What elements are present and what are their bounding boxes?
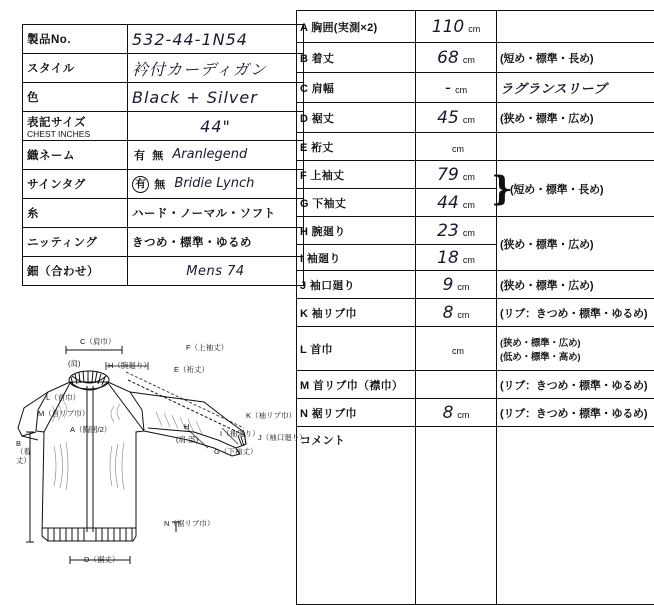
sketch-label-i: I（袖廻り） bbox=[220, 428, 260, 439]
handwritten-value: 衿付カーディガン bbox=[132, 60, 267, 79]
sketch-label-e: E（裄丈） bbox=[174, 364, 209, 375]
measure-note-fg bbox=[497, 161, 654, 217]
measure-number: 110 bbox=[432, 17, 464, 37]
measure-name: 裾丈 bbox=[312, 113, 335, 125]
measure-value-e[interactable] bbox=[416, 133, 497, 161]
measure-note-m: (リブ：きつめ・標準・ゆるめ) bbox=[497, 371, 654, 399]
table-row bbox=[23, 112, 304, 141]
row-value bbox=[128, 257, 304, 286]
yes-option-selected[interactable]: 有 bbox=[132, 176, 149, 193]
measure-unit: cm bbox=[455, 85, 467, 95]
yes-option[interactable]: 有 bbox=[132, 147, 147, 163]
row-label-sub: CHEST INCHES bbox=[27, 130, 123, 139]
row-label: 糸 bbox=[23, 199, 128, 228]
measure-note-a bbox=[497, 11, 654, 43]
table-row bbox=[23, 257, 304, 286]
measure-key: F bbox=[300, 170, 307, 182]
handwritten-note: Aranlegend bbox=[172, 147, 247, 162]
garment-drawing-svg bbox=[8, 336, 293, 586]
sketch-label-a: A（胸囲/2） bbox=[70, 424, 111, 435]
row-label: スタイル bbox=[23, 54, 128, 83]
measure-key: D bbox=[300, 113, 308, 125]
measure-value-c[interactable] bbox=[416, 73, 497, 103]
measure-name: 裄丈 bbox=[311, 142, 334, 154]
measure-key: B bbox=[300, 53, 308, 65]
table-row bbox=[297, 43, 654, 73]
measure-value-i[interactable] bbox=[416, 245, 497, 271]
measure-name: 袖リブ巾 bbox=[312, 308, 357, 320]
measure-label-a bbox=[297, 11, 416, 43]
sketch-label-c: C（肩巾） bbox=[80, 336, 115, 347]
measure-unit: cm bbox=[457, 282, 469, 292]
row-value bbox=[128, 25, 304, 54]
measure-name: 袖廻り bbox=[307, 253, 341, 265]
row-label: 色 bbox=[23, 83, 128, 112]
measure-note-n: (リブ：きつめ・標準・ゆるめ) bbox=[497, 399, 654, 427]
measure-name: 腕廻り bbox=[312, 226, 346, 238]
measure-name: 首巾 bbox=[310, 344, 333, 356]
row-label: 鈿（合わせ） bbox=[23, 257, 128, 286]
measure-value-l[interactable] bbox=[416, 327, 497, 371]
measure-label-g bbox=[297, 189, 416, 217]
table-row bbox=[297, 371, 654, 399]
sketch-label-n: N（裾リブ巾） bbox=[164, 518, 214, 529]
measure-number: 8 bbox=[443, 403, 454, 423]
measure-name: 下袖丈 bbox=[312, 198, 346, 210]
table-row bbox=[297, 299, 654, 327]
measure-value-j[interactable] bbox=[416, 271, 497, 299]
measure-number: 8 bbox=[443, 303, 454, 323]
measure-value-a[interactable] bbox=[416, 11, 497, 43]
table-row bbox=[297, 217, 654, 245]
measure-unit: cm bbox=[452, 346, 464, 356]
table-row bbox=[23, 199, 304, 228]
sketch-label-shoulder-part: (肩.部) bbox=[176, 434, 198, 445]
measure-label-c bbox=[297, 73, 416, 103]
measure-note-l bbox=[497, 327, 654, 371]
handwritten-value: Black + Silver bbox=[132, 88, 258, 107]
measure-value-k[interactable] bbox=[416, 299, 497, 327]
measure-label-i bbox=[297, 245, 416, 271]
note-line-2: (低め・標準・高め) bbox=[500, 349, 652, 363]
table-row bbox=[297, 399, 654, 427]
table-row bbox=[297, 11, 654, 43]
sketch-label-l: L（首巾） bbox=[46, 392, 80, 403]
table-row bbox=[23, 25, 304, 54]
table-row bbox=[297, 327, 654, 371]
sketch-label-d: D（裾丈） bbox=[84, 554, 119, 565]
measurement-table bbox=[296, 10, 654, 605]
measure-key: J bbox=[300, 280, 306, 292]
table-row bbox=[297, 271, 654, 299]
row-label: サインタグ bbox=[23, 170, 128, 199]
table-row bbox=[297, 161, 654, 189]
measure-name: 胸囲(実測×2) bbox=[311, 22, 377, 34]
measure-value-m[interactable] bbox=[416, 371, 497, 399]
measure-note-j: (狭め・標準・広め) bbox=[497, 271, 654, 299]
sketch-label-b: B（着丈） bbox=[16, 440, 32, 465]
row-value bbox=[128, 112, 304, 141]
no-option[interactable]: 無 bbox=[152, 176, 167, 192]
table-row bbox=[23, 141, 304, 170]
row-options[interactable]: きつめ・標準・ゆるめ bbox=[128, 228, 304, 257]
table-row bbox=[297, 133, 654, 161]
measure-unit: cm bbox=[452, 144, 464, 154]
measure-key: H bbox=[300, 226, 308, 238]
measure-note-hi: (狭め・標準・広め) bbox=[497, 217, 654, 271]
measure-unit: cm bbox=[457, 410, 469, 420]
handwritten-value: Mens 74 bbox=[186, 264, 244, 279]
table-row bbox=[23, 83, 304, 112]
measure-label-b bbox=[297, 43, 416, 73]
measure-value-f[interactable] bbox=[416, 161, 497, 189]
measure-number: 9 bbox=[443, 275, 454, 295]
sketch-label-m: M（首リブ巾） bbox=[38, 408, 89, 419]
measure-number: 79 bbox=[437, 165, 459, 185]
row-label: 織ネーム bbox=[23, 141, 128, 170]
measure-name: 首リブ巾（襟巾） bbox=[313, 380, 403, 392]
table-row bbox=[297, 73, 654, 103]
measure-number: 23 bbox=[437, 221, 459, 241]
comment-label: コメント bbox=[297, 427, 416, 605]
measure-number: 68 bbox=[437, 48, 459, 68]
sketch-label-f: F（上袖丈） bbox=[186, 342, 228, 353]
measure-unit: cm bbox=[457, 310, 469, 320]
table-row bbox=[23, 170, 304, 199]
measure-number: 45 bbox=[437, 108, 459, 128]
measure-number: 18 bbox=[437, 248, 459, 268]
measure-key: A bbox=[300, 22, 308, 34]
row-label bbox=[23, 112, 128, 141]
measure-label-e bbox=[297, 133, 416, 161]
sketch-label-h: H（腕廻り） bbox=[108, 360, 151, 371]
note-line-1: (狭め・標準・広め) bbox=[500, 335, 652, 349]
brace-icon: } bbox=[491, 172, 513, 206]
measure-unit: cm bbox=[463, 255, 475, 265]
table-row bbox=[297, 103, 654, 133]
measure-unit: cm bbox=[463, 200, 475, 210]
row-value bbox=[128, 170, 304, 199]
measure-label-d bbox=[297, 103, 416, 133]
measure-key: I bbox=[300, 253, 303, 265]
measure-name: 袖口廻り bbox=[310, 280, 355, 292]
measure-key: M bbox=[300, 380, 309, 392]
measure-note-b: (短め・標準・長め) bbox=[497, 43, 654, 73]
row-label-main: 表記サイズ bbox=[27, 117, 86, 129]
measure-label-j bbox=[297, 271, 416, 299]
table-row-comment bbox=[297, 427, 654, 605]
measure-key: G bbox=[300, 198, 309, 210]
measure-key: C bbox=[300, 83, 308, 95]
measure-note-k: (リブ：きつめ・標準・ゆるめ) bbox=[497, 299, 654, 327]
measure-number: - bbox=[445, 78, 451, 98]
row-value bbox=[128, 141, 304, 170]
measure-key: L bbox=[300, 344, 307, 356]
handwritten-note: Bridie Lynch bbox=[174, 176, 254, 191]
measure-value-n[interactable] bbox=[416, 399, 497, 427]
comment-value[interactable] bbox=[416, 427, 497, 605]
measure-label-k bbox=[297, 299, 416, 327]
measure-name: 着丈 bbox=[312, 53, 335, 65]
measure-unit: cm bbox=[463, 172, 475, 182]
product-info-table bbox=[22, 24, 304, 286]
row-options[interactable]: ハード・ノーマル・ソフト bbox=[128, 199, 304, 228]
measure-key: E bbox=[300, 142, 308, 154]
comment-note[interactable] bbox=[497, 427, 654, 605]
handwritten-value: 44" bbox=[200, 117, 231, 136]
no-option[interactable]: 無 bbox=[150, 147, 165, 163]
handwritten-note: ラグランスリーブ bbox=[500, 82, 607, 97]
measure-unit: cm bbox=[463, 228, 475, 238]
measure-unit: cm bbox=[463, 55, 475, 65]
row-value bbox=[128, 54, 304, 83]
measure-unit: cm bbox=[468, 24, 480, 34]
table-row bbox=[23, 54, 304, 83]
measure-number: 44 bbox=[437, 193, 459, 213]
row-label: 製品No. bbox=[23, 25, 128, 54]
measure-key: K bbox=[300, 308, 308, 320]
row-value bbox=[128, 83, 304, 112]
measure-name: 上袖丈 bbox=[310, 170, 344, 182]
measure-value-g[interactable] bbox=[416, 189, 497, 217]
measure-value-b[interactable] bbox=[416, 43, 497, 73]
table-row bbox=[23, 228, 304, 257]
handwritten-value: 532-44-1N54 bbox=[132, 30, 248, 49]
sketch-label-g: G（下袖丈） bbox=[214, 446, 257, 457]
measure-name: 裾リブ巾 bbox=[312, 408, 357, 420]
measure-note-c bbox=[497, 73, 654, 103]
measure-note-e bbox=[497, 133, 654, 161]
sketch-label-shoulder: (肩) bbox=[68, 358, 81, 369]
measure-label-h bbox=[297, 217, 416, 245]
sketch-label-h2: H bbox=[184, 422, 189, 431]
measure-label-l bbox=[297, 327, 416, 371]
measure-unit: cm bbox=[463, 115, 475, 125]
garment-sketch bbox=[8, 336, 293, 586]
measure-note-d: (狭め・標準・広め) bbox=[497, 103, 654, 133]
measure-label-f bbox=[297, 161, 416, 189]
sketch-label-j: J（袖口廻り） bbox=[258, 432, 307, 443]
measure-name: 肩幅 bbox=[312, 83, 335, 95]
measure-label-n bbox=[297, 399, 416, 427]
row-label: ニッティング bbox=[23, 228, 128, 257]
measure-label-m bbox=[297, 371, 416, 399]
sketch-label-k: K（袖リブ巾） bbox=[246, 410, 296, 421]
measure-value-d[interactable] bbox=[416, 103, 497, 133]
measure-value-h[interactable] bbox=[416, 217, 497, 245]
measure-key: N bbox=[300, 408, 308, 420]
note-text: (短め・標準・長め) bbox=[510, 184, 603, 196]
